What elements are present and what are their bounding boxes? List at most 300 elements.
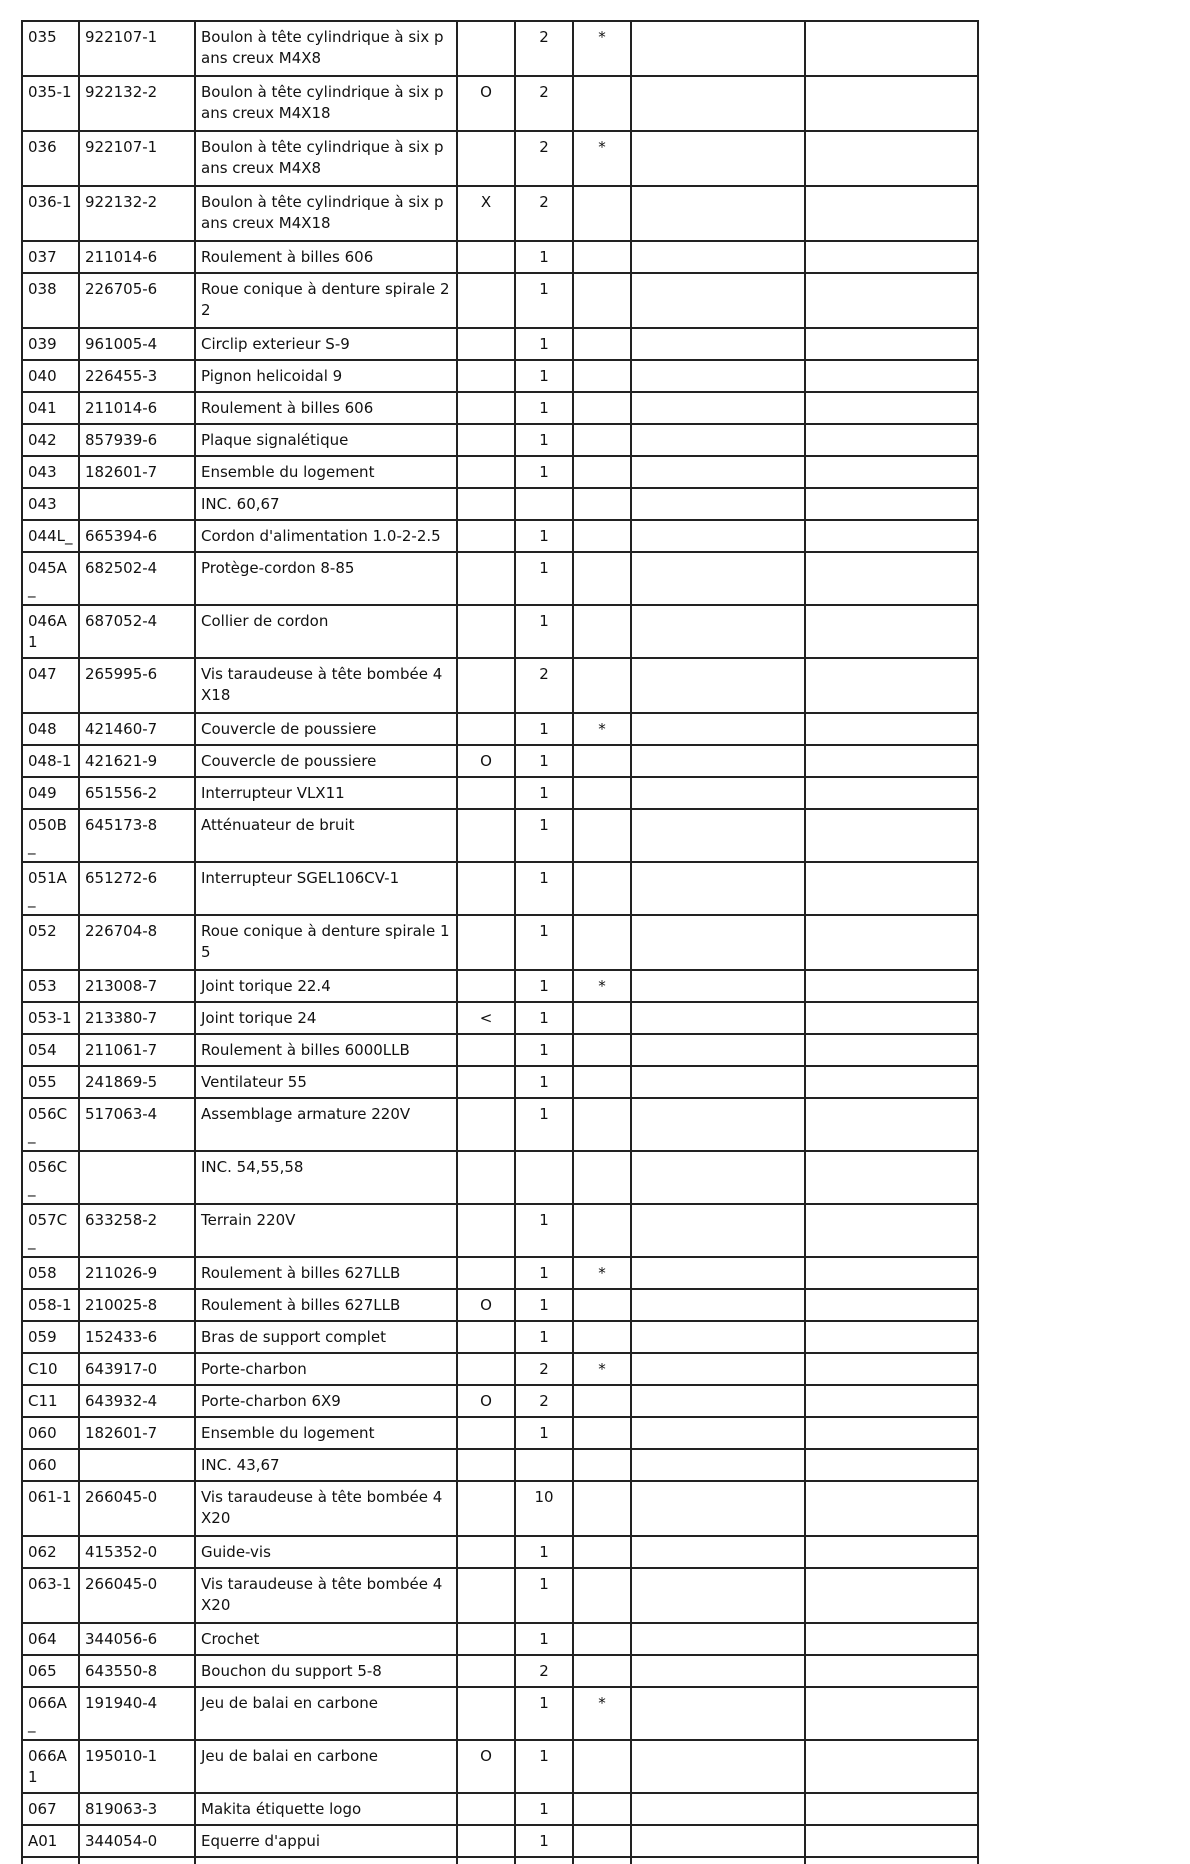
- table-row: [22, 1204, 978, 1257]
- part-number-cell: 961005-4: [79, 328, 195, 360]
- part-number-cell: 344056-6: [79, 1623, 195, 1655]
- quantity-cell: 1: [515, 328, 573, 360]
- parts-table-body: [22, 21, 978, 1864]
- empty-cell: [631, 605, 805, 658]
- empty-cell: [631, 1793, 805, 1825]
- quantity-cell: 2: [515, 186, 573, 241]
- table-row: [22, 605, 978, 658]
- star-cell: [573, 1151, 631, 1204]
- empty-cell: [457, 1857, 515, 1864]
- quantity-cell: 2: [515, 76, 573, 131]
- marker-cell: [457, 360, 515, 392]
- item-number-cell: 058-1: [22, 1289, 79, 1321]
- marker-cell: [457, 1825, 515, 1857]
- quantity-cell: 1: [515, 1321, 573, 1353]
- item-number-cell: 054: [22, 1034, 79, 1066]
- star-cell: [573, 360, 631, 392]
- empty-cell: [805, 456, 978, 488]
- empty-cell: [631, 1385, 805, 1417]
- empty-cell: [805, 520, 978, 552]
- star-cell: *: [573, 970, 631, 1002]
- table-row: [22, 1417, 978, 1449]
- description-cell: Protège-cordon 8-85: [195, 552, 457, 605]
- table-row: [22, 1385, 978, 1417]
- item-number-cell: 035-1: [22, 76, 79, 131]
- part-number-cell: [79, 488, 195, 520]
- marker-cell: [457, 1257, 515, 1289]
- part-number-cell: 191940-4: [79, 1687, 195, 1740]
- empty-cell: [631, 1002, 805, 1034]
- description-cell: Equerre d'appui: [195, 1825, 457, 1857]
- star-cell: [573, 1793, 631, 1825]
- star-cell: [573, 488, 631, 520]
- empty-cell: [805, 915, 978, 970]
- part-number-cell: 266045-0: [79, 1568, 195, 1623]
- part-number-cell: 211061-7: [79, 1034, 195, 1066]
- marker-cell: O: [457, 76, 515, 131]
- table-row: [22, 809, 978, 862]
- description-cell: INC. 60,67: [195, 488, 457, 520]
- marker-cell: [457, 520, 515, 552]
- description-cell: Circlip exterieur S-9: [195, 328, 457, 360]
- description-cell: Couvercle de poussiere: [195, 713, 457, 745]
- table-row: [22, 424, 978, 456]
- empty-cell: [805, 1740, 978, 1793]
- description-cell: Vis taraudeuse à tête bombée 4X20: [195, 1568, 457, 1623]
- marker-cell: [457, 713, 515, 745]
- empty-cell: [805, 328, 978, 360]
- description-cell: Jeu de balai en carbone: [195, 1740, 457, 1793]
- description-cell: Interrupteur SGEL106CV-1: [195, 862, 457, 915]
- quantity-cell: 1: [515, 1623, 573, 1655]
- star-cell: [573, 1449, 631, 1481]
- description-cell: Ensemble du logement: [195, 456, 457, 488]
- marker-cell: O: [457, 745, 515, 777]
- table-row: [22, 552, 978, 605]
- description-cell: Roulement à billes 6000LLB: [195, 1034, 457, 1066]
- empty-cell: [805, 360, 978, 392]
- table-row: [22, 862, 978, 915]
- marker-cell: [457, 1536, 515, 1568]
- empty-cell: [631, 1655, 805, 1687]
- star-cell: [573, 1034, 631, 1066]
- empty-cell: [805, 1481, 978, 1536]
- empty-cell: [515, 1857, 573, 1864]
- star-cell: [573, 1417, 631, 1449]
- quantity-cell: 1: [515, 1002, 573, 1034]
- quantity-cell: 1: [515, 745, 573, 777]
- quantity-cell: 1: [515, 1536, 573, 1568]
- table-row: [22, 76, 978, 131]
- star-cell: [573, 1385, 631, 1417]
- empty-cell: [805, 1098, 978, 1151]
- quantity-cell: [515, 488, 573, 520]
- description-cell: Assemblage armature 220V: [195, 1098, 457, 1151]
- empty-cell: [631, 186, 805, 241]
- part-number-cell: 213380-7: [79, 1002, 195, 1034]
- quantity-cell: 1: [515, 1687, 573, 1740]
- empty-cell: [805, 1002, 978, 1034]
- item-number-cell: 043: [22, 456, 79, 488]
- description-cell: Couvercle de poussiere: [195, 745, 457, 777]
- item-number-cell: 066A1: [22, 1740, 79, 1793]
- table-row: [22, 392, 978, 424]
- table-row: [22, 1623, 978, 1655]
- item-number-cell: 067: [22, 1793, 79, 1825]
- table-row: [22, 1449, 978, 1481]
- empty-cell: [631, 658, 805, 713]
- star-cell: [573, 76, 631, 131]
- part-number-cell: 643550-8: [79, 1655, 195, 1687]
- marker-cell: [457, 1098, 515, 1151]
- table-row: [22, 1687, 978, 1740]
- star-cell: *: [573, 21, 631, 76]
- item-number-cell: 038: [22, 273, 79, 328]
- empty-cell: [805, 1825, 978, 1857]
- table-row: [22, 1793, 978, 1825]
- empty-cell: [631, 1098, 805, 1151]
- empty-cell: [631, 1825, 805, 1857]
- item-number-cell: 065: [22, 1655, 79, 1687]
- item-number-cell: 042: [22, 424, 79, 456]
- empty-cell: [805, 1353, 978, 1385]
- part-number-cell: 421460-7: [79, 713, 195, 745]
- table-row: [22, 1481, 978, 1536]
- table-row: [22, 21, 978, 76]
- part-number-cell: 226705-6: [79, 273, 195, 328]
- star-cell: [573, 1002, 631, 1034]
- description-cell: Jeu de balai en carbone: [195, 1687, 457, 1740]
- star-cell: [573, 1568, 631, 1623]
- item-number-cell: 056C_: [22, 1098, 79, 1151]
- table-row: [22, 1825, 978, 1857]
- marker-cell: [457, 605, 515, 658]
- part-number-cell: 857939-6: [79, 424, 195, 456]
- empty-cell: [805, 1204, 978, 1257]
- description-cell: Roue conique à denture spirale 15: [195, 915, 457, 970]
- quantity-cell: 1: [515, 241, 573, 273]
- star-cell: [573, 1321, 631, 1353]
- empty-cell: [805, 1793, 978, 1825]
- part-number-cell: 922132-2: [79, 186, 195, 241]
- empty-cell: [195, 1857, 457, 1864]
- description-cell: Roulement à billes 606: [195, 392, 457, 424]
- part-number-cell: 651556-2: [79, 777, 195, 809]
- parts-table: [21, 20, 979, 1864]
- description-cell: Boulon à tête cylindrique à six pans creux M4X8: [195, 21, 457, 76]
- empty-cell: [631, 777, 805, 809]
- description-cell: Bouchon du support 5-8: [195, 1655, 457, 1687]
- quantity-cell: 1: [515, 1098, 573, 1151]
- table-row: [22, 1098, 978, 1151]
- marker-cell: [457, 552, 515, 605]
- quantity-cell: 1: [515, 360, 573, 392]
- item-number-cell: 048-1: [22, 745, 79, 777]
- star-cell: [573, 1536, 631, 1568]
- description-cell: Joint torique 22.4: [195, 970, 457, 1002]
- star-cell: [573, 862, 631, 915]
- part-number-cell: 687052-4: [79, 605, 195, 658]
- marker-cell: [457, 1204, 515, 1257]
- marker-cell: [457, 1623, 515, 1655]
- empty-cell: [805, 605, 978, 658]
- part-number-cell: 210025-8: [79, 1289, 195, 1321]
- quantity-cell: 10: [515, 1481, 573, 1536]
- item-number-cell: 043: [22, 488, 79, 520]
- marker-cell: [457, 328, 515, 360]
- part-number-cell: 922107-1: [79, 131, 195, 186]
- quantity-cell: [515, 1449, 573, 1481]
- empty-cell: [805, 186, 978, 241]
- part-number-cell: 682502-4: [79, 552, 195, 605]
- table-row: [22, 1151, 978, 1204]
- part-number-cell: 182601-7: [79, 456, 195, 488]
- item-number-cell: 045A_: [22, 552, 79, 605]
- empty-cell: [805, 777, 978, 809]
- part-number-cell: [79, 1151, 195, 1204]
- quantity-cell: 1: [515, 1066, 573, 1098]
- empty-cell: [805, 658, 978, 713]
- empty-cell: [631, 488, 805, 520]
- empty-cell: [805, 21, 978, 76]
- item-number-cell: C10: [22, 1353, 79, 1385]
- empty-cell: [631, 273, 805, 328]
- marker-cell: [457, 1151, 515, 1204]
- star-cell: [573, 1289, 631, 1321]
- empty-cell: [631, 1857, 805, 1864]
- empty-cell: [805, 241, 978, 273]
- quantity-cell: 1: [515, 424, 573, 456]
- quantity-cell: 1: [515, 1825, 573, 1857]
- marker-cell: [457, 1449, 515, 1481]
- part-number-cell: 643932-4: [79, 1385, 195, 1417]
- part-number-cell: 195010-1: [79, 1740, 195, 1793]
- star-cell: [573, 328, 631, 360]
- table-row: [22, 1034, 978, 1066]
- part-number-cell: 152433-6: [79, 1321, 195, 1353]
- marker-cell: [457, 862, 515, 915]
- part-number-cell: 344054-0: [79, 1825, 195, 1857]
- quantity-cell: 1: [515, 862, 573, 915]
- empty-cell: [805, 1321, 978, 1353]
- table-row: [22, 1289, 978, 1321]
- empty-cell: [631, 1536, 805, 1568]
- table-row: [22, 1740, 978, 1793]
- star-cell: [573, 520, 631, 552]
- description-cell: Porte-charbon 6X9: [195, 1385, 457, 1417]
- quantity-cell: 1: [515, 1568, 573, 1623]
- part-number-cell: 421621-9: [79, 745, 195, 777]
- part-number-cell: 213008-7: [79, 970, 195, 1002]
- item-number-cell: 061-1: [22, 1481, 79, 1536]
- item-number-cell: A01: [22, 1825, 79, 1857]
- marker-cell: [457, 424, 515, 456]
- quantity-cell: 2: [515, 131, 573, 186]
- description-cell: Cordon d'alimentation 1.0-2-2.5: [195, 520, 457, 552]
- table-row: [22, 1353, 978, 1385]
- table-row: [22, 1321, 978, 1353]
- empty-cell: [631, 809, 805, 862]
- empty-cell: [631, 1449, 805, 1481]
- description-cell: Joint torique 24: [195, 1002, 457, 1034]
- star-cell: [573, 1623, 631, 1655]
- item-number-cell: 050B_: [22, 809, 79, 862]
- table-row: [22, 360, 978, 392]
- empty-cell: [631, 21, 805, 76]
- marker-cell: [457, 21, 515, 76]
- description-cell: INC. 54,55,58: [195, 1151, 457, 1204]
- part-number-cell: 645173-8: [79, 809, 195, 862]
- part-number-cell: 651272-6: [79, 862, 195, 915]
- star-cell: *: [573, 1687, 631, 1740]
- quantity-cell: 2: [515, 1385, 573, 1417]
- description-cell: Roulement à billes 627LLB: [195, 1289, 457, 1321]
- empty-cell: [805, 392, 978, 424]
- table-row: [22, 1257, 978, 1289]
- item-number-cell: 053: [22, 970, 79, 1002]
- star-cell: [573, 1066, 631, 1098]
- empty-cell: [631, 1417, 805, 1449]
- empty-cell: [805, 862, 978, 915]
- table-row: [22, 658, 978, 713]
- empty-cell: [22, 1857, 79, 1864]
- empty-cell: [805, 1034, 978, 1066]
- quantity-cell: 2: [515, 21, 573, 76]
- marker-cell: [457, 392, 515, 424]
- marker-cell: [457, 1687, 515, 1740]
- part-number-cell: 665394-6: [79, 520, 195, 552]
- item-number-cell: 052: [22, 915, 79, 970]
- item-number-cell: 048: [22, 713, 79, 745]
- marker-cell: O: [457, 1740, 515, 1793]
- item-number-cell: 049: [22, 777, 79, 809]
- star-cell: [573, 456, 631, 488]
- item-number-cell: 051A_: [22, 862, 79, 915]
- marker-cell: [457, 809, 515, 862]
- table-row: [22, 1655, 978, 1687]
- quantity-cell: 1: [515, 970, 573, 1002]
- empty-cell: [805, 745, 978, 777]
- part-number-cell: 633258-2: [79, 1204, 195, 1257]
- star-cell: *: [573, 131, 631, 186]
- empty-cell: [805, 1417, 978, 1449]
- table-row: [22, 1002, 978, 1034]
- description-cell: Collier de cordon: [195, 605, 457, 658]
- description-cell: Interrupteur VLX11: [195, 777, 457, 809]
- empty-cell: [631, 1353, 805, 1385]
- part-number-cell: 266045-0: [79, 1481, 195, 1536]
- quantity-cell: 1: [515, 1204, 573, 1257]
- empty-cell: [631, 520, 805, 552]
- part-number-cell: 211014-6: [79, 392, 195, 424]
- empty-cell: [805, 1066, 978, 1098]
- star-cell: [573, 241, 631, 273]
- empty-cell: [805, 488, 978, 520]
- marker-cell: [457, 1321, 515, 1353]
- table-row: [22, 488, 978, 520]
- star-cell: [573, 1825, 631, 1857]
- empty-cell: [805, 809, 978, 862]
- star-cell: [573, 424, 631, 456]
- item-number-cell: 047: [22, 658, 79, 713]
- quantity-cell: 1: [515, 809, 573, 862]
- empty-cell: [631, 713, 805, 745]
- empty-cell: [631, 392, 805, 424]
- table-row: [22, 328, 978, 360]
- quantity-cell: 2: [515, 1655, 573, 1687]
- star-cell: [573, 1740, 631, 1793]
- table-row: [22, 186, 978, 241]
- marker-cell: [457, 1568, 515, 1623]
- item-number-cell: 035: [22, 21, 79, 76]
- part-number-cell: 415352-0: [79, 1536, 195, 1568]
- empty-cell: [805, 131, 978, 186]
- star-cell: [573, 1481, 631, 1536]
- item-number-cell: 060: [22, 1449, 79, 1481]
- description-cell: Boulon à tête cylindrique à six pans creux M4X8: [195, 131, 457, 186]
- quantity-cell: 1: [515, 777, 573, 809]
- part-number-cell: [79, 1449, 195, 1481]
- quantity-cell: 1: [515, 915, 573, 970]
- empty-cell: [805, 1623, 978, 1655]
- table-row: [22, 713, 978, 745]
- table-row: [22, 777, 978, 809]
- empty-cell: [805, 1568, 978, 1623]
- part-number-cell: 226704-8: [79, 915, 195, 970]
- empty-cell: [573, 1857, 631, 1864]
- description-cell: Boulon à tête cylindrique à six pans creux M4X18: [195, 186, 457, 241]
- part-number-cell: 211014-6: [79, 241, 195, 273]
- star-cell: [573, 1098, 631, 1151]
- description-cell: Roue conique à denture spirale 22: [195, 273, 457, 328]
- description-cell: Crochet: [195, 1623, 457, 1655]
- empty-cell: [631, 1151, 805, 1204]
- part-number-cell: 819063-3: [79, 1793, 195, 1825]
- item-number-cell: 058: [22, 1257, 79, 1289]
- marker-cell: [457, 658, 515, 713]
- description-cell: Guide-vis: [195, 1536, 457, 1568]
- table-row-continued: [22, 1857, 978, 1864]
- item-number-cell: 066A_: [22, 1687, 79, 1740]
- description-cell: Atténuateur de bruit: [195, 809, 457, 862]
- empty-cell: [631, 1257, 805, 1289]
- part-number-cell: 922132-2: [79, 76, 195, 131]
- description-cell: Roulement à billes 606: [195, 241, 457, 273]
- table-row: [22, 131, 978, 186]
- description-cell: Terrain 220V: [195, 1204, 457, 1257]
- empty-cell: [805, 76, 978, 131]
- empty-cell: [805, 970, 978, 1002]
- empty-cell: [631, 131, 805, 186]
- marker-cell: [457, 1655, 515, 1687]
- item-number-cell: 036: [22, 131, 79, 186]
- empty-cell: [631, 552, 805, 605]
- part-number-cell: 226455-3: [79, 360, 195, 392]
- part-number-cell: 265995-6: [79, 658, 195, 713]
- marker-cell: [457, 1481, 515, 1536]
- table-row: [22, 745, 978, 777]
- empty-cell: [631, 1687, 805, 1740]
- description-cell: Plaque signalétique: [195, 424, 457, 456]
- empty-cell: [631, 1321, 805, 1353]
- description-cell: INC. 43,67: [195, 1449, 457, 1481]
- empty-cell: [805, 1385, 978, 1417]
- marker-cell: [457, 1066, 515, 1098]
- quantity-cell: 1: [515, 1289, 573, 1321]
- table-row: [22, 520, 978, 552]
- quantity-cell: 2: [515, 1353, 573, 1385]
- empty-cell: [631, 76, 805, 131]
